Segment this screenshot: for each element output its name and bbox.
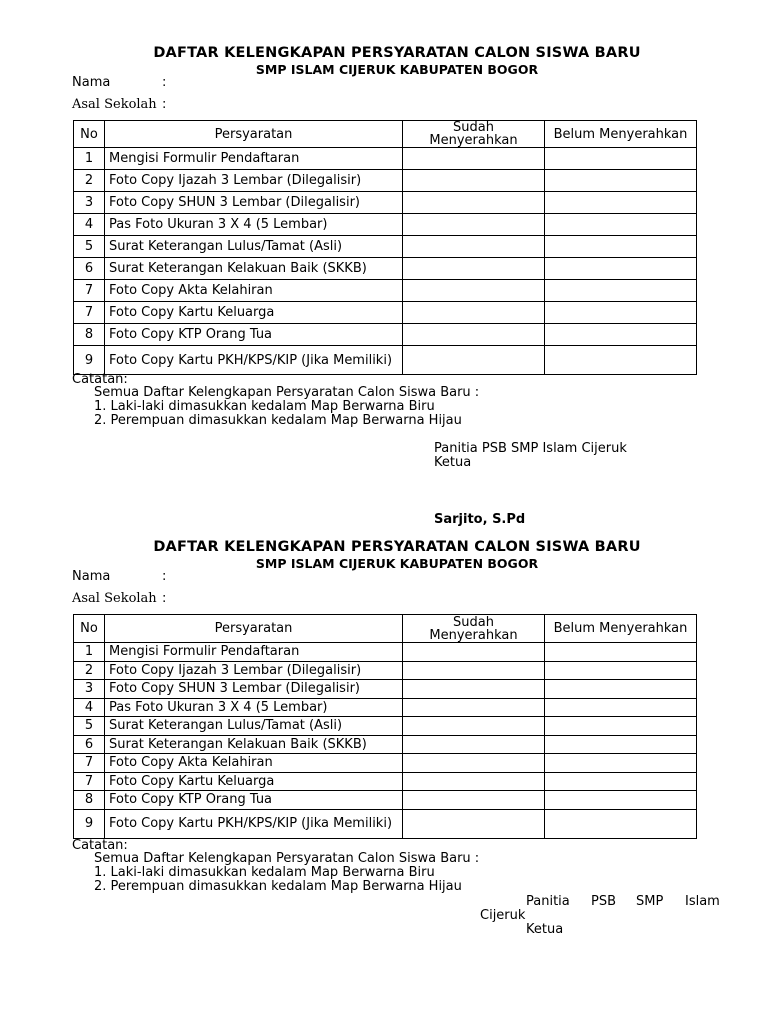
checkbox-cell-belum[interactable] bbox=[545, 772, 697, 791]
table-row bbox=[74, 324, 697, 346]
table-header-row bbox=[74, 121, 697, 148]
checkbox-cell-sudah[interactable] bbox=[403, 643, 545, 662]
table-row bbox=[74, 280, 697, 302]
checkbox-cell-belum[interactable] bbox=[545, 324, 697, 346]
checkbox-cell-belum[interactable] bbox=[545, 192, 697, 214]
row-no: 3 bbox=[74, 192, 105, 214]
checkbox-cell-belum[interactable] bbox=[545, 302, 697, 324]
row-item: Surat Keterangan Kelakuan Baik (SKKB) bbox=[105, 735, 403, 754]
checkbox-cell-belum[interactable] bbox=[545, 346, 697, 375]
document-subtitle: SMP ISLAM CIJERUK KABUPATEN BOGOR bbox=[255, 556, 539, 571]
table-row bbox=[74, 214, 697, 236]
row-item: Foto Copy Kartu PKH/KPS/KIP (Jika Memiliki) bbox=[105, 346, 403, 375]
row-item: Pas Foto Ukuran 3 X 4 (5 Lembar) bbox=[105, 698, 403, 717]
checkbox-cell-belum[interactable] bbox=[545, 236, 697, 258]
table-row bbox=[74, 170, 697, 192]
checkbox-cell-sudah[interactable] bbox=[403, 236, 545, 258]
requirements-table bbox=[73, 120, 697, 375]
row-item: Foto Copy Akta Kelahiran bbox=[105, 280, 403, 302]
signature-role: Ketua bbox=[434, 455, 472, 470]
row-item: Foto Copy Ijazah 3 Lembar (Dilegalisir) bbox=[105, 661, 403, 680]
checkbox-cell-belum[interactable] bbox=[545, 280, 697, 302]
checkbox-cell-sudah[interactable] bbox=[403, 698, 545, 717]
table-row bbox=[74, 346, 697, 375]
table-row bbox=[74, 735, 697, 754]
signature-name: Sarjito, S.Pd bbox=[434, 512, 526, 527]
row-no: 5 bbox=[74, 717, 105, 736]
field-asal-sekolah-colon: : bbox=[162, 591, 167, 606]
header-sudah: Sudah Menyerahkan bbox=[403, 121, 545, 148]
signature-word: SMP bbox=[636, 894, 664, 909]
table-row bbox=[74, 148, 697, 170]
row-item: Surat Keterangan Lulus/Tamat (Asli) bbox=[105, 717, 403, 736]
table-row bbox=[74, 717, 697, 736]
checkbox-cell-belum[interactable] bbox=[545, 698, 697, 717]
checkbox-cell-sudah[interactable] bbox=[403, 735, 545, 754]
document-title: DAFTAR KELENGKAPAN PERSYARATAN CALON SISWA BARU bbox=[153, 45, 641, 61]
checkbox-cell-belum[interactable] bbox=[545, 735, 697, 754]
checkbox-cell-sudah[interactable] bbox=[403, 170, 545, 192]
row-item: Foto Copy SHUN 3 Lembar (Dilegalisir) bbox=[105, 192, 403, 214]
field-nama-colon: : bbox=[162, 569, 167, 584]
note-item: 2. Perempuan dimasukkan kedalam Map Berwarna Hijau bbox=[94, 879, 462, 894]
checkbox-cell-belum[interactable] bbox=[545, 170, 697, 192]
field-nama-label: Nama bbox=[72, 569, 111, 584]
row-no: 3 bbox=[74, 680, 105, 699]
row-no: 6 bbox=[74, 258, 105, 280]
checkbox-cell-belum[interactable] bbox=[545, 643, 697, 662]
signature-word: Panitia bbox=[526, 894, 570, 909]
field-asal-sekolah-colon: : bbox=[162, 97, 167, 112]
checkbox-cell-belum[interactable] bbox=[545, 717, 697, 736]
table-row bbox=[74, 192, 697, 214]
checkbox-cell-sudah[interactable] bbox=[403, 809, 545, 838]
checkbox-cell-sudah[interactable] bbox=[403, 791, 545, 810]
table-row bbox=[74, 791, 697, 810]
row-no: 7 bbox=[74, 772, 105, 791]
table-row bbox=[74, 258, 697, 280]
checkbox-cell-sudah[interactable] bbox=[403, 192, 545, 214]
checkbox-cell-belum[interactable] bbox=[545, 791, 697, 810]
row-item: Surat Keterangan Lulus/Tamat (Asli) bbox=[105, 236, 403, 258]
table-row bbox=[74, 680, 697, 699]
checkbox-cell-belum[interactable] bbox=[545, 148, 697, 170]
note-item: 1. Laki-laki dimasukkan kedalam Map Berwarna Biru bbox=[94, 399, 435, 414]
field-nama-colon: : bbox=[162, 75, 167, 90]
header-persyaratan: Persyaratan bbox=[105, 121, 403, 148]
checkbox-cell-belum[interactable] bbox=[545, 809, 697, 838]
note-item: 2. Perempuan dimasukkan kedalam Map Berwarna Hijau bbox=[94, 413, 462, 428]
row-item: Pas Foto Ukuran 3 X 4 (5 Lembar) bbox=[105, 214, 403, 236]
row-item: Mengisi Formulir Pendaftaran bbox=[105, 643, 403, 662]
header-belum: Belum Menyerahkan bbox=[545, 121, 697, 148]
row-item: Foto Copy KTP Orang Tua bbox=[105, 324, 403, 346]
table-row bbox=[74, 698, 697, 717]
signature-organization: Panitia PSB SMP Islam Cijeruk bbox=[434, 441, 627, 456]
row-no: 7 bbox=[74, 754, 105, 773]
table-row bbox=[74, 809, 697, 838]
row-no: 9 bbox=[74, 346, 105, 375]
header-no: No bbox=[74, 615, 105, 643]
row-item: Foto Copy Ijazah 3 Lembar (Dilegalisir) bbox=[105, 170, 403, 192]
checkbox-cell-belum[interactable] bbox=[545, 258, 697, 280]
table-row bbox=[74, 302, 697, 324]
table-row bbox=[74, 754, 697, 773]
signature-word: Islam bbox=[685, 894, 720, 909]
header-belum: Belum Menyerahkan bbox=[545, 615, 697, 643]
checkbox-cell-sudah[interactable] bbox=[403, 346, 545, 375]
notes-label: Catatan: bbox=[72, 372, 128, 387]
checkbox-cell-sudah[interactable] bbox=[403, 280, 545, 302]
checkbox-cell-belum[interactable] bbox=[545, 680, 697, 699]
checkbox-cell-sudah[interactable] bbox=[403, 772, 545, 791]
document-title: DAFTAR KELENGKAPAN PERSYARATAN CALON SISWA BARU bbox=[153, 539, 641, 555]
checkbox-cell-sudah[interactable] bbox=[403, 302, 545, 324]
checkbox-cell-sudah[interactable] bbox=[403, 680, 545, 699]
note-item: 1. Laki-laki dimasukkan kedalam Map Berwarna Biru bbox=[94, 865, 435, 880]
checkbox-cell-sudah[interactable] bbox=[403, 258, 545, 280]
table-row bbox=[74, 236, 697, 258]
checkbox-cell-sudah[interactable] bbox=[403, 324, 545, 346]
table-header-row bbox=[74, 615, 697, 643]
row-no: 1 bbox=[74, 643, 105, 662]
row-no: 5 bbox=[74, 236, 105, 258]
row-no: 7 bbox=[74, 280, 105, 302]
row-item: Surat Keterangan Kelakuan Baik (SKKB) bbox=[105, 258, 403, 280]
row-no: 9 bbox=[74, 809, 105, 838]
row-no: 7 bbox=[74, 302, 105, 324]
notes-label: Catatan: bbox=[72, 838, 128, 853]
field-asal-sekolah-label: Asal Sekolah bbox=[72, 97, 157, 112]
row-no: 1 bbox=[74, 148, 105, 170]
row-item: Foto Copy Kartu Keluarga bbox=[105, 302, 403, 324]
header-sudah: Sudah Menyerahkan bbox=[403, 615, 545, 643]
signature-role: Ketua bbox=[526, 922, 564, 937]
document-subtitle: SMP ISLAM CIJERUK KABUPATEN BOGOR bbox=[255, 62, 539, 77]
checkbox-cell-sudah[interactable] bbox=[403, 214, 545, 236]
field-asal-sekolah-label: Asal Sekolah bbox=[72, 591, 157, 606]
row-item: Foto Copy KTP Orang Tua bbox=[105, 791, 403, 810]
row-item: Foto Copy Kartu PKH/KPS/KIP (Jika Memiliki) bbox=[105, 809, 403, 838]
row-no: 4 bbox=[74, 214, 105, 236]
header-persyaratan: Persyaratan bbox=[105, 615, 403, 643]
row-no: 2 bbox=[74, 170, 105, 192]
signature-word: PSB bbox=[591, 894, 617, 909]
row-no: 2 bbox=[74, 661, 105, 680]
row-item: Foto Copy Kartu Keluarga bbox=[105, 772, 403, 791]
checkbox-cell-sudah[interactable] bbox=[403, 754, 545, 773]
table-row bbox=[74, 643, 697, 662]
field-nama-label: Nama bbox=[72, 75, 111, 90]
checkbox-cell-belum[interactable] bbox=[545, 214, 697, 236]
row-item: Foto Copy Akta Kelahiran bbox=[105, 754, 403, 773]
row-no: 8 bbox=[74, 324, 105, 346]
row-item: Mengisi Formulir Pendaftaran bbox=[105, 148, 403, 170]
checkbox-cell-belum[interactable] bbox=[545, 754, 697, 773]
table-row bbox=[74, 661, 697, 680]
checkbox-cell-sudah[interactable] bbox=[403, 148, 545, 170]
signature-organization-cont: Cijeruk bbox=[480, 908, 526, 923]
row-item: Foto Copy SHUN 3 Lembar (Dilegalisir) bbox=[105, 680, 403, 699]
checkbox-cell-sudah[interactable] bbox=[403, 717, 545, 736]
row-no: 6 bbox=[74, 735, 105, 754]
notes-intro: Semua Daftar Kelengkapan Persyaratan Calon Siswa Baru : bbox=[94, 851, 480, 866]
row-no: 4 bbox=[74, 698, 105, 717]
checkbox-cell-sudah[interactable] bbox=[403, 661, 545, 680]
row-no: 8 bbox=[74, 791, 105, 810]
checkbox-cell-belum[interactable] bbox=[545, 661, 697, 680]
header-no: No bbox=[74, 121, 105, 148]
notes-intro: Semua Daftar Kelengkapan Persyaratan Calon Siswa Baru : bbox=[94, 385, 480, 400]
requirements-table bbox=[73, 614, 697, 839]
table-row bbox=[74, 772, 697, 791]
